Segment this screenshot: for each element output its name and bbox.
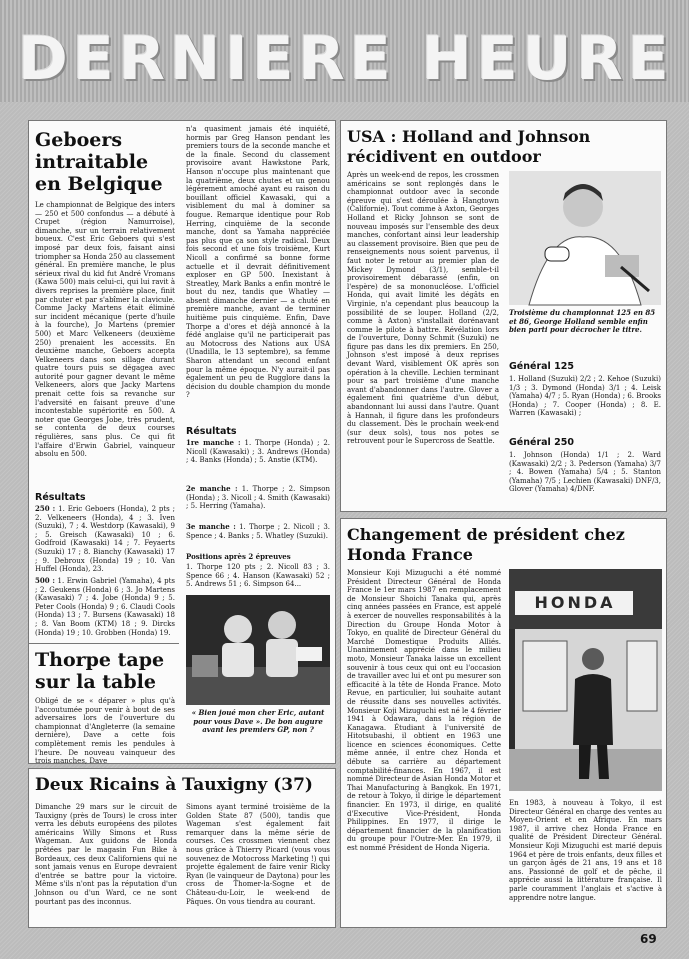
- honda-headline: Changement de président chez Honda France: [347, 525, 625, 564]
- section-banner: [0, 0, 689, 102]
- honda-sign-text: HONDA: [534, 593, 616, 612]
- thorpe-manche-3: [186, 523, 330, 551]
- general-250-results: 1. Johnson (Honda) 1/1 ; 2. Ward (Kawasaki) 2/2 ; 3. Pederson (Yamaha) 3/7 ; 4. Bowen (Yamaha) 5/4 ; 5. Stanton (Yamaha) 7/5 ; Lechien (Kawasaki) DNF/3, Glover (Yamaha) 4/DNF.: [509, 451, 661, 494]
- holland-photo: [509, 171, 661, 305]
- riders-photo: [186, 595, 330, 705]
- results-500-label: 500 :: [35, 576, 55, 585]
- article-box-usa: [340, 120, 667, 512]
- results-250-label: 250 :: [35, 504, 56, 513]
- manche-2-label: 2e manche :: [186, 484, 238, 493]
- thorpe-positions-label: Positions après 2 épreuves: [186, 552, 291, 561]
- geboers-headline: Geboers intraitable en Belgique: [35, 129, 163, 195]
- general-250-heading: Général 250: [509, 437, 574, 448]
- thorpe-results-heading: Résultats: [186, 426, 237, 437]
- thorpe-manche-2: [186, 485, 330, 521]
- honda-body-right: En 1983, à nouveau à Tokyo, il est Directeur Général en charge des ventes au Moyen-Orient et en Afrique. En mars 1987, il arrive chez Honda France en qualité de Président Directeur Général. Monsieur Koji Mizuguchi est marié depuis 1964 et père de trois enfants, deux filles et un garçon âgés de 21 ans, 19 ans et 18 ans. Passionné de golf et de pêche, il apprécie aussi la littérature française. Il parle couramment l'anglais et s'active à apprendre notre langue.: [509, 799, 662, 902]
- general-125-results: 1. Holland (Suzuki) 2/2 ; 2. Kehoe (Suzuki) 1/3 ; 3. Dymond (Honda) 3/1 ; 4. Leisk (Yamaha) 4/7 ; 5. Ryan (Honda) ; 6. Brooks (Honda) ; 7. Cooper (Honda) ; 8. E. Warren (Kawasaki) ;: [509, 375, 661, 418]
- tauxigny-headline: Deux Ricains à Tauxigny (37): [35, 775, 313, 795]
- manche-1-label: 1re manche :: [186, 438, 241, 447]
- section-divider: [29, 643, 179, 644]
- results-250-text: 1. Eric Geboers (Honda), 2 pts ; 2. Velkeneers (Honda), 4 ; 3. Iven (Suzuki), 7 ; 4. Westdorp (Kawasaki), 9 ; 5. Greisch (Kawasaki) 10 ; 6. Godfroid (Kawasaki) 14 ; 7. Feyaerts (Suzuki) 17 ; 8. Bianchy (Kawasaki) 17 ; 9. Debroux (Honda) 19 ; 10. Van Huffel (Honda), 23.: [35, 505, 175, 574]
- usa-headline: USA : Holland and Johnson récidivent en outdoor: [347, 127, 591, 166]
- mizuguchi-photo: [509, 569, 662, 791]
- honda-body: Monsieur Koji Mizuguchi a été nommé Président Directeur Général de Honda France le 1er mars 1987 en remplacement de Monsieur Shoichi Tanaka qui, après cinq années passées en France, est appelé à exercer de nouvelles responsabilités à la Direction du Groupe Honda Motor à Tokyo, en qualité de Directeur Général du Marché Domestique Produits Alliés. Unanimement apprécié dans le milieu moto, Monsieur Tanaka laisse un excellent souvenir à tous ceux qui ont eu l'occasion de travailler avec lui et ont pu mesurer son efficacité à la tête de Honda France. Moto Revue, en particulier, lui souhaite autant de réussite dans ses nouvelles activités. Monsieur Koji Mizuguchi est né le 4 février 1941 à Odawara, dans la région de Kanagawa. Étudiant à l'université de Hitotsubashi, il obtient en 1963 une licence en sciences économiques. Cette même année, il entre chez Honda et débute sa carrière au département comptabilité-finances. En 1967, il est nommé Directeur de Asian Honda Motor et Thai Manufacturing à Bangkok. En 1971, de retour à Tokyo, il dirige le département financier. En 1973, il dirige, en qualité d'Executive Vice-Président, Honda Philippines. En 1977, il dirige le département financier de la planification du groupe pour l'Outre-Mer. En 1979, il est nommé Président de Honda Nigeria.: [347, 569, 502, 852]
- article-box-belgium-england: [28, 120, 336, 764]
- thorpe-headline: Thorpe tape sur la table: [35, 649, 165, 693]
- tauxigny-body: Dimanche 29 mars sur le circuit de Tauxigny (près de Tours) le cross inter verra les débuts européens des pilotes américains Willy Simons et Russ Wageman. Aux guidons de Honda prêtées par le magasin Fun Bike à Bordeaux, ces deux Californiens qui ne sont jamais venus en Europe devraient d'entrée se battre pour la victoire. Même s'ils n'ont pas la réputation d'un Johnson ou d'un Ward, ce ne sont pourtant pas des inconnus.: [35, 803, 177, 906]
- thorpe-body-continued: n'a quasiment jamais été inquiété, hormis par Greg Hanson pendant les premiers tours de la seconde manche et de la finale. Second du classement provisoire avant Hawkstone Park, Hanson n'occupe plus maintenant que la quatrième, deux chutes et un genou légèrement amoché ayant eu raison du bouillant officiel Kawasaki, qui a visiblement du mal à dominer sa fougue. Remarque identique pour Rob Herring, cinquième de la seconde manche, dont sa Yamaha nappréciée pas plus que ça son style radical. Deux fois second et une fois troisième, Kurt Nicoll a confirmé sa bonne forme actuelle et il devrait définitivement exploser en GP 500. Inexistant à Streatley, Mark Banks a enfin montré le bout du nez, tandis que Whatley — absent dimanche dernier — a chuté en première manche, avant de terminer huitième puis cinquième. Enfin, Dave Thorpe a d'ores et déjà annoncé à la fédé anglaise qu'il ne participerait pas au Motocross des Nations aux USA (Unadilla, le 13 septembre), sa femme Sharon attendant un second enfant pour la même époque. N'y aurait-il pas également un peu de Rugglore dans la décision du double champion du monde ?: [186, 125, 330, 400]
- geboers-results-500: [35, 577, 175, 639]
- usa-photo-caption: Troisième du championnat 125 en 85 et 86, George Holland semble enfin bien parti pour décrocher le titre.: [509, 308, 656, 335]
- article-box-honda: [340, 518, 667, 928]
- geboers-body: Le championnat de Belgique des inters — 250 et 500 confondus — a débuté à Crupet (région Namurroise), dimanche, sur un terrain relativement boueux. C'est Eric Geboers qui s'est imposé par deux fois, faisant ainsi triompher sa Honda 250 au classement général. En première manche, le plus sérieux rival du kid fut André Vromans (Kawa 500) mais celui-ci, qui lui ravit à divers reprises la première place, finit par chuter et par s'abîmer la clavicule. Comme Jacky Martens était éliminé sur incident mécanique (perte d'huile à la fourche), Jo Martens (premier 500) et Marc Velkeneers (deuxième 250) prenaient les accessits. En deuxième manche, Geboers accepta Velkeneers dans son sillage durant quatre tours puis se dégagea avec autorité pour gagner devant le même Velkeneers, alors que Jacky Martens prenait cette fois sa revanche sur l'adversité en faisant preuve d'une incontestable supériorité en 500. A noter que Georges Jobe, très prudent, se contenta de deux courses régulières, sans plus. Ce qui fit l'affaire d'Erwin Gabriel, vainqueur absolu en 500.: [35, 201, 175, 459]
- manche-3-label: 3e manche :: [186, 522, 236, 531]
- manche-1-text: 1. Thorpe (Honda) ; 2. Nicoll (Kawasaki) ; 3. Andrews (Honda) ; 4. Banks (Honda) ; 5. Anstie (KTM).: [186, 439, 330, 465]
- tauxigny-body-continued: Simons ayant terminé troisième de la Golden State 87 (500), tandis que Wageman s'est également fait remarquer dans la même série de courses. Ces crossmen viennent chez nous grâce à Thierry Picard (vous vous souvenez de Motocross Marketing !) qui projette également de faire venir Ricky Ryan (le vainqueur de Daytona) pour les cross de Thomer-la-Sogne et de Château-du-Loir, le week-end de Pâques. On vous tiendra au courant.: [186, 803, 330, 906]
- usa-body: Après un week-end de repos, les crossmen américains se sont replongés dans le championnat outdoor avec la seconde épreuve qui s'est déroulée à Hangtown (Californie). Tout comme à Axton, Georges Holland et Ricky Johnson se sont de nouveau imposés sur l'ensemble des deux manches, confortant ainsi leur leadership au classement provisoire. Bien que peu de renseignements nous soient parvenus, il faut noter le retour au premier plan de Mickey Dymond (3/1), semble-t-il provisoirement débarassé (enfin, on l'espère) de sa mononucléose. L'officiel Honda, qui avait limité les dégâts en Virginie, n'a cependant plus beaucoup la possibilité de se louper. Holland (2/2, comme à Axton) s'installait dorénavant comme le pilote à battre. Révélation lors de l'ouverture, Donny Schmit (Suzuki) ne figure pas dans les dix premiers. En 250, Johnson s'est imposé à deux reprises devant Ward, visiblement OK après son opération à la cheville. Lechien terminant pour sa part troisième d'une manche avant d'abandonner dans l'autre. Glover a également fini quatrième d'un début, abandonnant lui aussi dans l'autre. Quant à Hannah, il figure dans les profondeurs du classement. Dès le prochain week-end (sur deux sols), tous nos potes se retrouvent pour le Supercross de Seattle.: [347, 171, 499, 446]
- page-number: 69: [640, 932, 657, 946]
- geboers-results-250: [35, 505, 175, 575]
- general-125-heading: Général 125: [509, 361, 574, 372]
- thorpe-body: Obligé de se « déparer » plus qu'à l'accoutumée pour venir à bout de ses adversaires lors de l'ouverture du championnat d'Angleterre (la semaine dernière), Dave a cette fois complètement remis les pendules à l'heure. De nouveau vainqueur des trois manches, Dave: [35, 697, 175, 766]
- geboers-results-heading: Résultats: [35, 492, 86, 503]
- thorpe-manche-1: [186, 439, 330, 483]
- thorpe-photo-caption: « Bien joué mon cher Eric, autant pour vous Dave ». De bon augure avant les premiers GP, non ?: [191, 708, 325, 735]
- banner-title: DERNIERE HEURE: [18, 24, 674, 94]
- thorpe-positions: 1. Thorpe 120 pts ; 2. Nicoll 83 ; 3. Spence 66 ; 4. Hanson (Kawasaki) 52 ; 5. Andrews 51 ; 6. Simpson 64...: [186, 563, 330, 589]
- manche-2-text: 1. Thorpe ; 2. Simpson (Honda) ; 3. Nicoll ; 4. Smith (Kawasaki) ; 5. Herring (Yamaha).: [186, 485, 330, 511]
- results-500-text: 1. Erwin Gabriel (Yamaha), 4 pts ; 2. Geukens (Honda) 6 ; 3. Jo Martens (Kawasaki) 7 ; 4. Jobe (Honda) 9 ; 5. Peter Cools (Honda) 9 ; 6. Claudi Cools (Honda) 13 ; 7. Bursens (Kawasaki) 18 ; 8. Van Boom (KTM) 18 ; 9. Dircks (Honda) 19 ; 10. Grobben (Honda) 19.: [35, 577, 175, 637]
- manche-3-text: 1. Thorpe ; 2. Nicoll ; 3. Spence ; 4. Banks ; 5. Whatley (Suzuki).: [186, 523, 330, 540]
- article-box-tauxigny: [28, 768, 336, 928]
